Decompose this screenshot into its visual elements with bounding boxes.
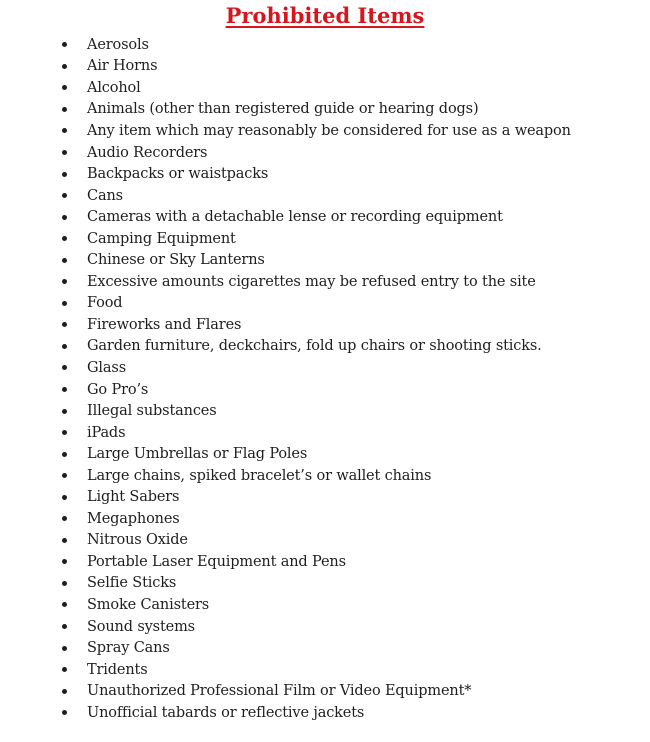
bullet-icon bbox=[62, 516, 67, 521]
list-item bbox=[58, 99, 638, 121]
list-item bbox=[58, 249, 638, 271]
bullet-icon bbox=[62, 581, 67, 586]
bullet-icon bbox=[62, 215, 67, 220]
list-item bbox=[58, 637, 638, 659]
bullet-icon bbox=[62, 430, 67, 435]
list-item-label: Portable Laser Equipment and Pens bbox=[87, 553, 346, 570]
list-item-label: Any item which may reasonably be considered for use as a weapon bbox=[87, 122, 571, 139]
list-item-label: Selfie Sticks bbox=[87, 575, 177, 592]
list-item bbox=[58, 573, 638, 595]
bullet-icon bbox=[62, 301, 67, 306]
list-item bbox=[58, 422, 638, 444]
list-item bbox=[58, 465, 638, 487]
list-item bbox=[58, 77, 638, 99]
prohibited-items-list bbox=[58, 34, 638, 724]
list-item-label: Cans bbox=[87, 187, 123, 204]
bullet-icon bbox=[62, 624, 67, 629]
list-item-label: Garden furniture, deckchairs, fold up chairs or shooting sticks. bbox=[87, 338, 542, 355]
list-item bbox=[58, 659, 638, 681]
list-item bbox=[58, 379, 638, 401]
bullet-icon bbox=[62, 387, 67, 392]
bullet-icon bbox=[62, 172, 67, 177]
list-item-label: Nitrous Oxide bbox=[87, 532, 188, 549]
page-title: Prohibited Items bbox=[225, 3, 425, 28]
bullet-icon bbox=[62, 538, 67, 543]
list-item bbox=[58, 163, 638, 185]
list-item-label: Smoke Canisters bbox=[87, 596, 210, 613]
list-item-label: Excessive amounts cigarettes may be refused entry to the site bbox=[87, 273, 536, 290]
list-item bbox=[58, 594, 638, 616]
list-item-label: Air Horns bbox=[87, 58, 158, 75]
list-item-label: Glass bbox=[87, 359, 126, 376]
list-item-label: Illegal substances bbox=[87, 403, 217, 420]
list-item bbox=[58, 336, 638, 358]
bullet-icon bbox=[62, 85, 67, 90]
bullet-icon bbox=[62, 42, 67, 47]
list-item-label: Sound systems bbox=[87, 618, 195, 635]
list-item bbox=[58, 616, 638, 638]
list-item bbox=[58, 486, 638, 508]
bullet-icon bbox=[62, 193, 67, 198]
bullet-icon bbox=[62, 689, 67, 694]
list-item-label: Animals (other than registered guide or hearing dogs) bbox=[87, 101, 479, 118]
list-item-label: Large chains, spiked bracelet’s or wallet chains bbox=[87, 467, 432, 484]
bullet-icon bbox=[62, 409, 67, 414]
list-item-label: iPads bbox=[87, 424, 126, 441]
list-item bbox=[58, 271, 638, 293]
bullet-icon bbox=[62, 602, 67, 607]
bullet-icon bbox=[62, 452, 67, 457]
list-item bbox=[58, 142, 638, 164]
bullet-icon bbox=[62, 667, 67, 672]
bullet-icon bbox=[62, 495, 67, 500]
list-item-label: Backpacks or waistpacks bbox=[87, 166, 269, 183]
bullet-icon bbox=[62, 322, 67, 327]
list-item bbox=[58, 551, 638, 573]
bullet-icon bbox=[62, 344, 67, 349]
bullet-icon bbox=[62, 150, 67, 155]
list-item-label: Unofficial tabards or reflective jackets bbox=[87, 704, 365, 721]
list-item-label: Spray Cans bbox=[87, 640, 170, 657]
list-item bbox=[58, 314, 638, 336]
bullet-icon bbox=[62, 128, 67, 133]
bullet-icon bbox=[62, 258, 67, 263]
list-item-label: Camping Equipment bbox=[87, 230, 236, 247]
list-item bbox=[58, 185, 638, 207]
bullet-icon bbox=[62, 365, 67, 370]
list-item-label: Light Sabers bbox=[87, 489, 180, 506]
list-item-label: Megaphones bbox=[87, 510, 180, 527]
list-item-label: Chinese or Sky Lanterns bbox=[87, 252, 265, 269]
list-item-label: Cameras with a detachable lense or recording equipment bbox=[87, 209, 503, 226]
list-item-label: Aerosols bbox=[87, 36, 149, 53]
list-item bbox=[58, 357, 638, 379]
list-item-label: Tridents bbox=[87, 661, 148, 678]
list-item bbox=[58, 400, 638, 422]
list-item bbox=[58, 120, 638, 142]
bullet-icon bbox=[62, 710, 67, 715]
bullet-icon bbox=[62, 236, 67, 241]
list-item bbox=[58, 680, 638, 702]
bullet-icon bbox=[62, 473, 67, 478]
list-item-label: Alcohol bbox=[87, 79, 141, 96]
list-item bbox=[58, 56, 638, 78]
list-item bbox=[58, 508, 638, 530]
list-item-label: Go Pro’s bbox=[87, 381, 149, 398]
bullet-icon bbox=[62, 64, 67, 69]
list-item-label: Fireworks and Flares bbox=[87, 316, 242, 333]
bullet-icon bbox=[62, 279, 67, 284]
list-item bbox=[58, 443, 638, 465]
list-item-label: Audio Recorders bbox=[87, 144, 208, 161]
list-item-label: Unauthorized Professional Film or Video Equipment* bbox=[87, 683, 472, 700]
list-item bbox=[58, 530, 638, 552]
list-item bbox=[58, 702, 638, 724]
bullet-icon bbox=[62, 107, 67, 112]
list-item bbox=[58, 34, 638, 56]
bullet-icon bbox=[62, 646, 67, 651]
list-item bbox=[58, 293, 638, 315]
list-item-label: Large Umbrellas or Flag Poles bbox=[87, 446, 308, 463]
list-item-label: Food bbox=[87, 295, 123, 312]
list-item bbox=[58, 206, 638, 228]
bullet-icon bbox=[62, 559, 67, 564]
list-item bbox=[58, 228, 638, 250]
